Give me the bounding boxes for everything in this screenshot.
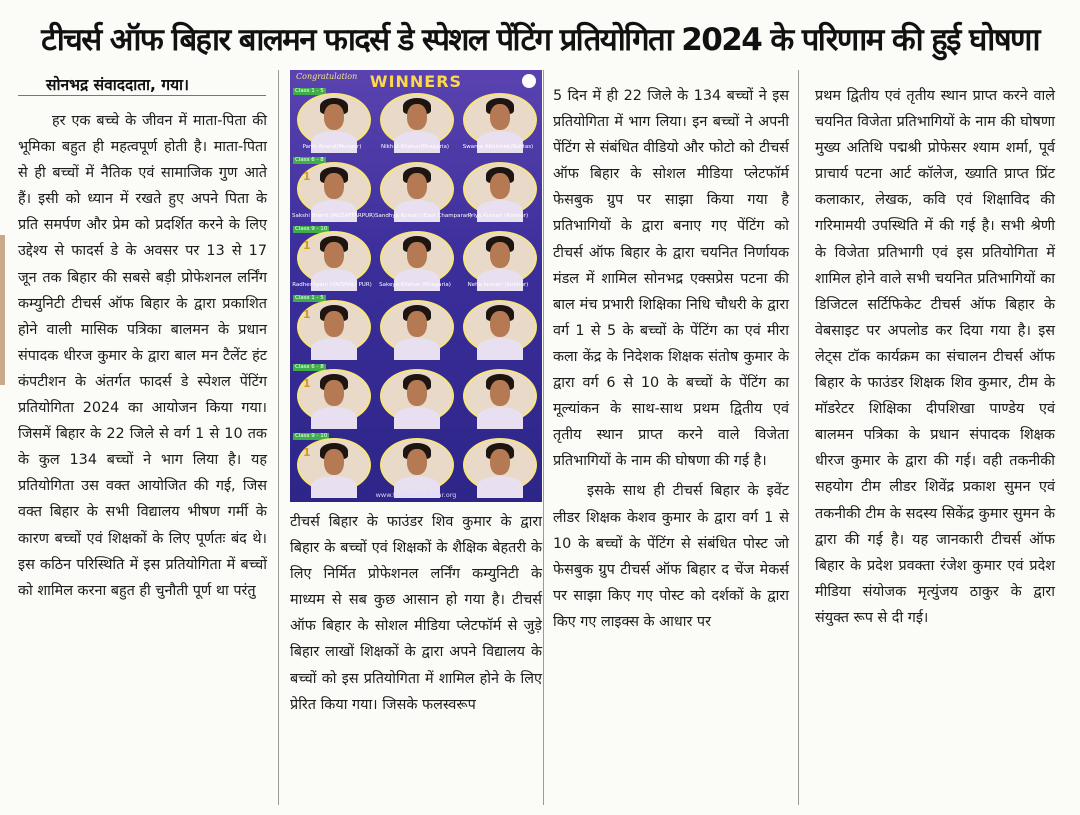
poster-url: www.teachersofbihar.org xyxy=(375,491,457,499)
paragraph: टीचर्स बिहार के फाउंडर शिव कुमार के द्वारा बिहार के बच्चों एवं शिक्षकों के शैक्षिक बेहतरी के लिए निर्मित प्रोफेशनल लर्निंग कम्युनिटी के माध्यम से सब कुछ आसान हो गया है। टीचर्स ऑफ बिहार के सोशल मीडिया प्लेटफॉर्म से जुड़े बिहार लाखों शिक्षकों के द्वारा अपने विद्यालय के बच्चों को इस प्रतियोगिता में शामिल होने के लिए प्रेरित किया गया। जिसके फलस्वरूप xyxy=(290,514,542,713)
winner-name: Nikhat Khatun(Khagaria) xyxy=(381,144,449,150)
winner-photo xyxy=(463,369,537,423)
article-column-2 xyxy=(290,509,542,718)
winner-name: Sakshi Bharti (MUZAFFARPUR) xyxy=(292,213,376,219)
poster-row xyxy=(290,225,542,295)
article-column-4 xyxy=(815,83,1055,631)
winner-photo xyxy=(463,162,537,216)
winner-name: Sandhya Kumari (East Champaran) xyxy=(375,213,472,219)
class-label: Class 1 - 5 xyxy=(295,295,324,301)
poster-row xyxy=(290,156,542,226)
winner-photo xyxy=(297,93,371,147)
class-label: Class 9 - 10 xyxy=(295,226,328,232)
winners-poster xyxy=(290,70,542,502)
class-label: Class 1 - 5 xyxy=(295,88,324,94)
winner-name: Parth Anand(Munger) xyxy=(302,144,362,150)
column-divider xyxy=(543,70,544,805)
adjacent-page-edge xyxy=(0,235,5,385)
class-label: Class 9 - 10 xyxy=(295,433,328,439)
winner-photo xyxy=(463,438,537,492)
winner-name: Sakeya Khatun (Khagaria) xyxy=(379,282,451,288)
poster-row xyxy=(290,363,542,433)
winner-name: Swarna Abhishek(Rohtas) xyxy=(462,144,534,150)
winner-photo xyxy=(380,369,454,423)
winner-name: Radheshyam (VAISHALI PUR) xyxy=(292,282,372,288)
winner-photo: 1 xyxy=(297,162,371,216)
paragraph: प्रथम द्वितीय एवं तृतीय स्थान प्राप्त करने वाले चयनित विजेता प्रतिभागियों के नाम की घोषणा मुख्य अतिथि पद्मश्री प्रोफेसर श्याम शर्मा, पूर्व प्राचार्य पटना आर्ट कॉलेज, ख्याति प्राप्त प्रिंट कलाकार, लेखक, कवि एवं शिक्षाविद की गरिमामयी उपस्थिति में की गई है। सभी श्रेणी के विजेता प्रतिभागी एवं इस प्रतियोगिता में शामिल होने वाले सभी चयनित प्रतिभागियों का डिजिटल सर्टिफिकेट टीचर्स ऑफ बिहार के वेबसाइट पर अपलोड कर दिया गया है। इस लेट्स टॉक कार्यक्रम का संचालन टीचर्स ऑफ बिहार के फाउंडर शिक्षक शिव कुमार, टीम के मॉडरेटर शिक्षिका दीपशिखा पाण्डेय एवं बालमन पत्रिका के प्रधान संपादक शिक्षक धीरज कुमार के द्वारा की गई। वही तकनीकी सहयोग टीम लीडर शिवेंद्र प्रकाश सुमन एवं तकनीकी टीम के सदस्य सिकेंद्र कुमार सुमन के द्वारा की गई है। यह जानकारी टीचर्स ऑफ बिहार के प्रदेश प्रवक्ता रंजेश कुमार एवं प्रदेश मीडिया संयोजक मृत्युंजय ठाकुर के द्वारा संयुक्त रूप से दी गई। xyxy=(815,88,1055,626)
winner-photo: 1 xyxy=(297,369,371,423)
class-label: Class 6 - 8 xyxy=(295,157,324,163)
byline-divider xyxy=(18,95,266,96)
article-column-3 xyxy=(553,83,789,635)
winner-photo xyxy=(463,93,537,147)
winner-photo: 1 xyxy=(297,231,371,285)
class-label: Class 6 - 8 xyxy=(295,364,324,370)
winner-photo xyxy=(463,231,537,285)
winner-photo: 1 xyxy=(297,300,371,354)
winner-photo: 1 xyxy=(297,438,371,492)
paragraph: इसके साथ ही टीचर्स बिहार के इवेंट लीडर शिक्षक केशव कुमार के द्वारा वर्ग 1 से 10 के बच्चों के पेंटिंग से संबंधित पोस्ट जो फेसबुक ग्रुप टीचर्स ऑफ बिहार द चेंज मेकर्स पर साझा किए गए पोस्ट को दर्शकों के द्वारा किए गए लाइक्स के आधार पर xyxy=(553,483,789,630)
winner-name: Priya Kumari (Kaimur) xyxy=(467,213,529,219)
logo-icon xyxy=(522,74,536,88)
poster-row xyxy=(290,87,542,157)
paragraph: 5 दिन में ही 22 जिले के 134 बच्चों ने इस प्रतियोगिता में भाग लिया। इन बच्चों ने अपनी पेंटिंग से संबंधित वीडियो और फोटो को टीचर्स ऑफ बिहार के सोशल मीडिया प्लेटफॉर्म फेसबुक ग्रुप पर साझा किया गया है प्रतिभागियों के द्वारा बनाए गए पेंटिंग को टीचर्स ऑफ बिहार के द्वारा चयनित निर्णायक मंडल में शामिल सोनभद्र एक्सप्रेस पटना की बाल मंच प्रभारी शिक्षिका निधि चौधरी के द्वारा वर्ग 1 से 5 के बच्चों के पेंटिंग का एवं मीरा कला केंद्र के निदेशक शिक्षक संतोष कुमार के द्वारा वर्ग 6 से 10 के बच्चों के पेंटिंग का मूल्यांकन के साथ-साथ प्रथम द्वितीय एवं तृतीय स्थान प्राप्त करने वाले विजेता प्रतिभागियों के नाम की घोषणा की गई है। xyxy=(553,88,789,470)
headline: टीचर्स ऑफ बिहार बालमन फादर्स डे स्पेशल पेंटिंग प्रतियोगिता 2024 के परिणाम की हुई घोषणा xyxy=(41,22,1039,58)
winner-photo xyxy=(380,438,454,492)
winner-photo xyxy=(380,231,454,285)
byline: सोनभद्र संवाददाता, गया। xyxy=(46,76,189,94)
winner-name: Neha kumari (Kaimur) xyxy=(467,282,529,288)
poster-row xyxy=(290,294,542,364)
winner-photo xyxy=(380,93,454,147)
article-column-1 xyxy=(18,108,267,604)
winner-photo xyxy=(380,162,454,216)
winner-photo xyxy=(463,300,537,354)
paragraph: हर एक बच्चे के जीवन में माता-पिता की भूमिका बहुत ही महत्वपूर्ण होती है। माता-पिता से ही बच्चों में नैतिक एवं सामाजिक गुण आते हैं। इसी को ध्यान में रखते हुए अपने पिता के प्रति समर्पण और प्रेम को प्रदर्शित करने के लिए उद्देश्य से फादर्स डे के अवसर पर 13 से 17 जून तक बिहार की सबसे बड़ी प्रोफेशनल लर्निंग कम्युनिटी टीचर्स ऑफ बिहार के द्वारा प्रकाशित होने वाली मासिक पत्रिका बालमन के प्रधान संपादक धीरज कुमार के द्वारा बाल मन टैलेंट हंट कंपटीशन के अंतर्गत फादर्स डे स्पेशल पेंटिंग प्रतियोगिता 2024 का आयोजन किया गया। जिसमें बिहार के 22 जिले से वर्ग 1 से 10 तक के कुल 134 बच्चों ने भाग लिया है। यह प्रतियोगिता उस वक्त आयोजित की गई, जिस वक्त बिहार के सभी विद्यालय भीषण गर्मी के कारण बच्चों एवं शिक्षकों के लिए पूर्णतः बंद थे। इस कठिन परिस्थिति में इस प्रतियोगिता में बच्चों को शामिल करना बहुत ही चुनौती पूर्ण था परंतु xyxy=(18,113,267,599)
winner-photo xyxy=(380,300,454,354)
poster-congratulation: Congratulation xyxy=(296,72,358,81)
column-divider xyxy=(798,70,799,805)
poster-title: WINNERS xyxy=(369,72,463,91)
column-divider xyxy=(278,70,279,805)
